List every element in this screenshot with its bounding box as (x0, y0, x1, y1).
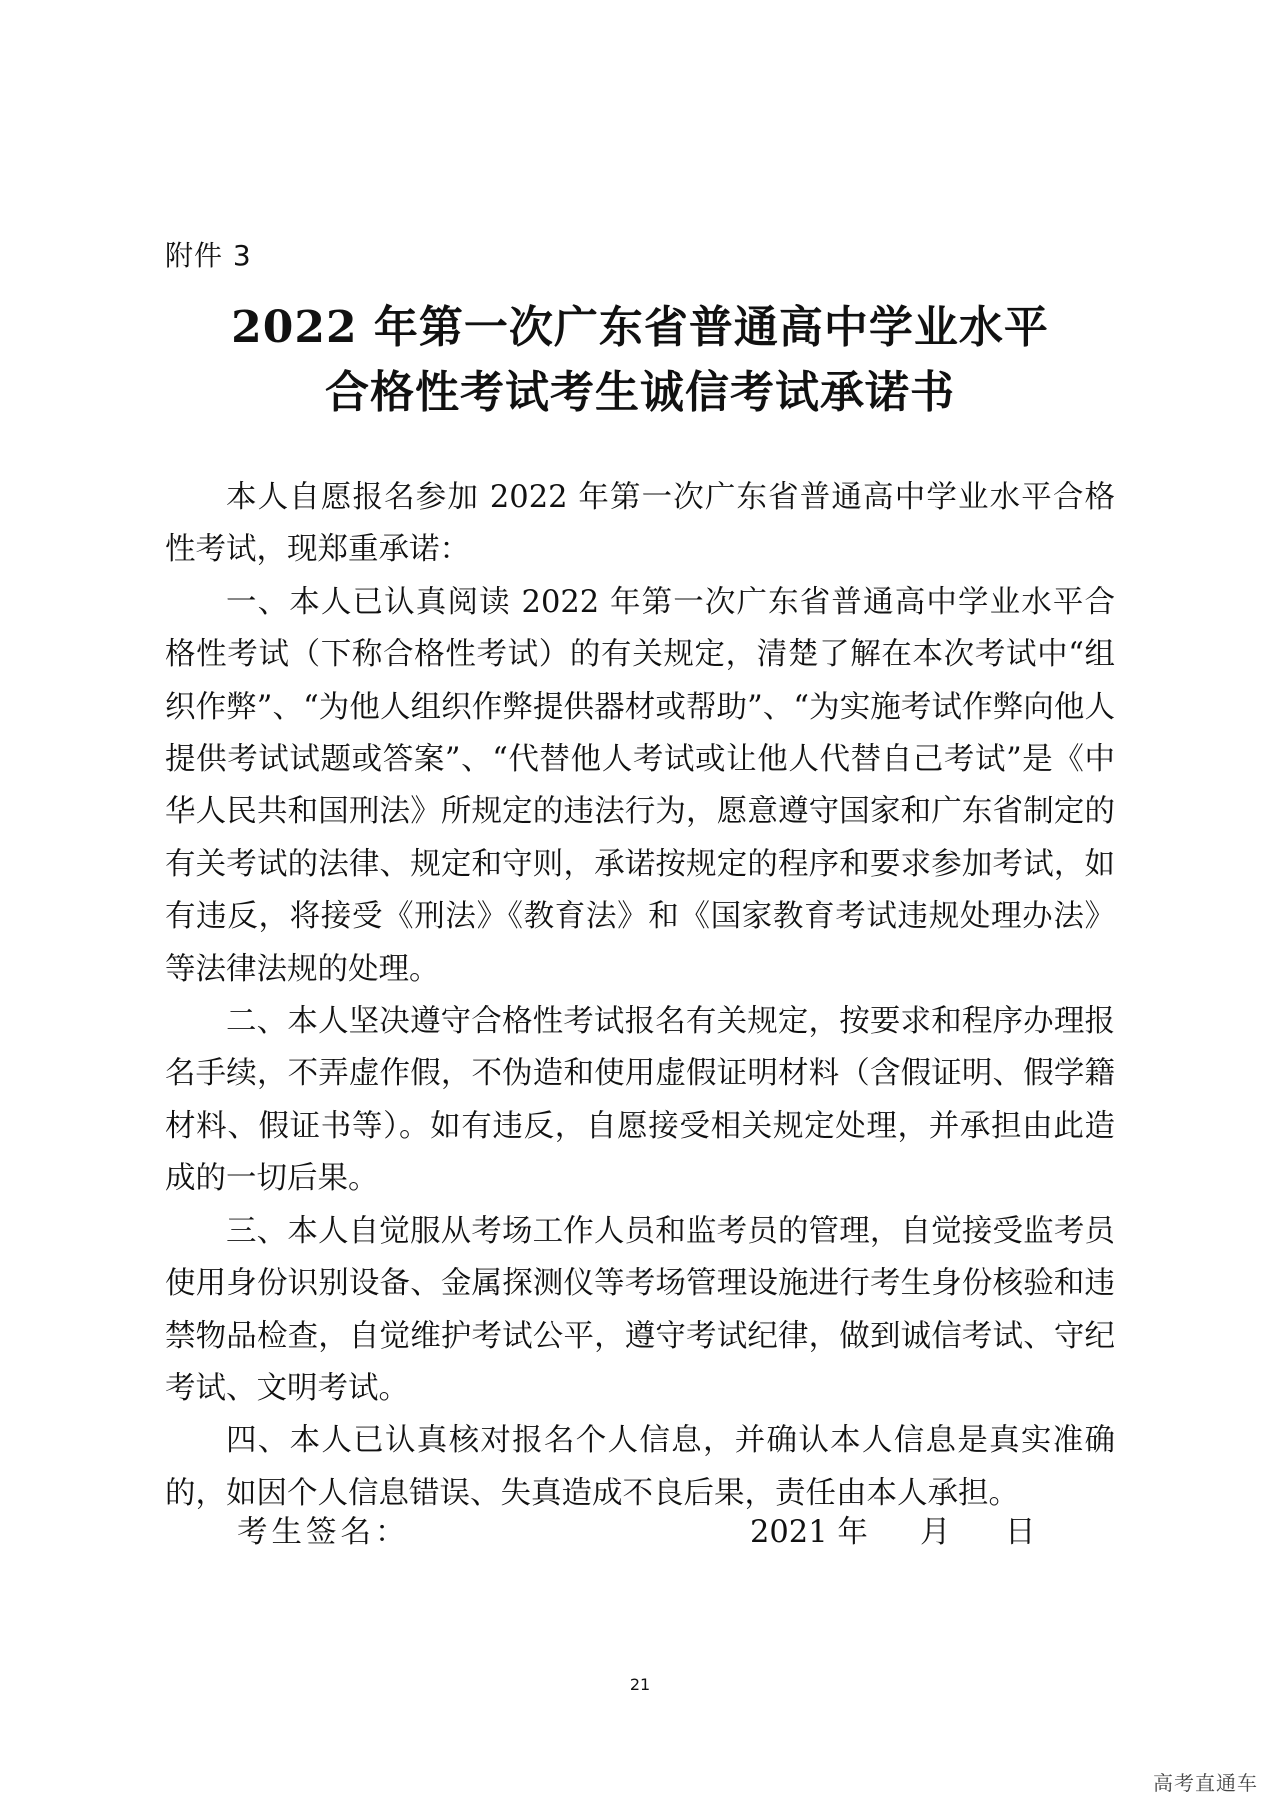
pledge-item-4: 四、本人已认真核对报名个人信息，并确认本人信息是真实准确的，如因个人信息错误、失真造成不良后果，责任由本人承担。 (165, 1423, 1115, 1511)
date-day: 日 (1005, 1515, 1036, 1550)
page-number: 21 (629, 1675, 651, 1694)
date-year: 2021 年 (750, 1515, 868, 1550)
signature-label: 考生签名： (237, 1515, 410, 1550)
pledge-body (165, 472, 1115, 1520)
pledge-item-2: 二、本人坚决遵守合格性考试报名有关规定，按要求和程序办理报名手续，不弄虚作假，不伪造和使用虚假证明材料（含假证明、假学籍材料、假证书等）。如有违反，自愿接受相关规定处理，并承担由此造成的一切后果。 (165, 1004, 1115, 1197)
date-month: 月 (920, 1515, 951, 1550)
signature-line (0, 1508, 1280, 1558)
pledge-item-3: 三、本人自觉服从考场工作人员和监考员的管理，自觉接受监考员使用身份识别设备、金属探测仪等考场管理设施进行考生身份核验和违禁物品检查，自觉维护考试公平，遵守考试纪律，做到诚信考试、守纪考试、文明考试。 (165, 1213, 1115, 1406)
attachment-label: 附件 3 (165, 239, 252, 272)
intro-paragraph: 本人自愿报名参加 2022 年第一次广东省普通高中学业水平合格性考试，现郑重承诺： (165, 480, 1115, 568)
document-title-line-2: 合格性考试考生诚信考试承诺书 (325, 367, 955, 418)
pledge-item-1: 一、本人已认真阅读 2022 年第一次广东省普通高中学业水平合格性考试（下称合格性考试）的有关规定，清楚了解在本次考试中“组织作弊”、“为他人组织作弊提供器材或帮助”、“为实施考试作弊向他人提供考试试题或答案”、“代替他人考试或让他人代替自己考试”是《中华人民共和国刑法》所规定的违法行为，愿意遵守国家和广东省制定的有关考试的法律、规定和守则，承诺按规定的程序和要求参加考试，如有违反，将接受《刑法》《教育法》和《国家教育考试违规处理办法》等法律法规的处理。 (165, 584, 1115, 987)
document-title-line-1: 2022 年第一次广东省普通高中学业水平 (231, 302, 1049, 353)
watermark-text: 高考直通车 (1153, 1771, 1258, 1795)
